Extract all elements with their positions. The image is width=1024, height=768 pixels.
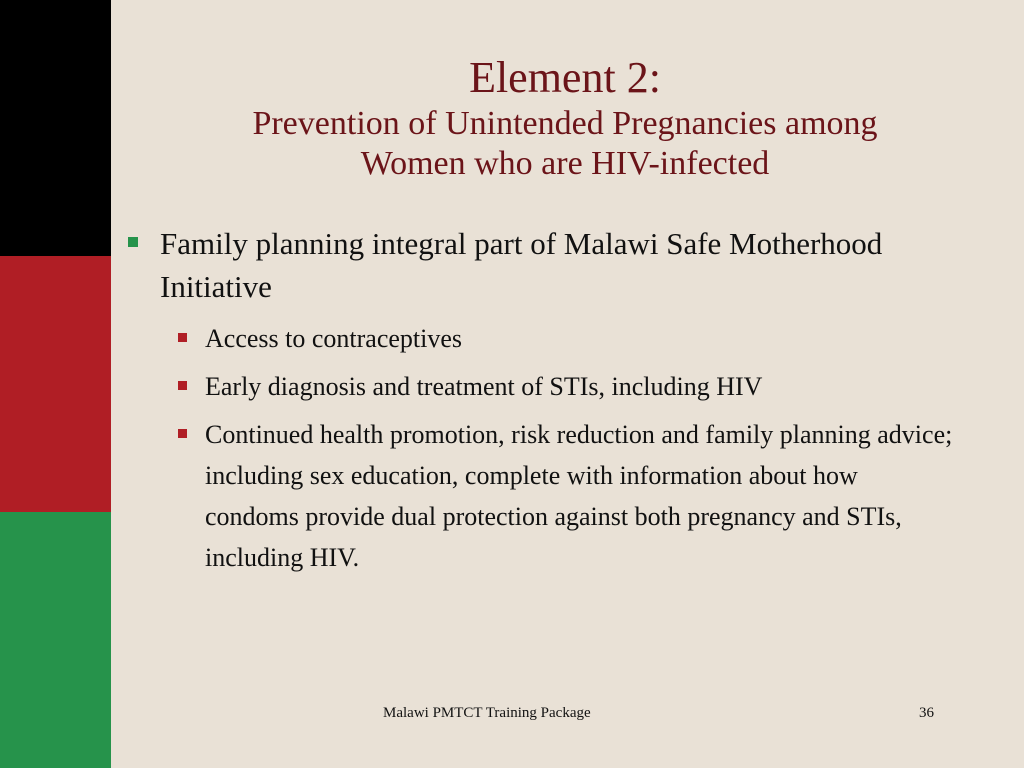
slide-body — [128, 222, 958, 585]
flag-stripe-black — [0, 0, 111, 256]
square-bullet-icon — [178, 429, 187, 438]
flag-stripe-red — [0, 256, 111, 512]
title-main: Element 2: — [469, 53, 661, 102]
bullet-text: Family planning integral part of Malawi Safe Motherhood Initiative — [160, 226, 883, 304]
square-bullet-icon — [178, 381, 187, 390]
slide-title — [150, 52, 980, 184]
sub-bullet-text: Access to contraceptives — [205, 324, 463, 353]
sub-bullet-list — [128, 318, 958, 578]
sub-bullet-text: Early diagnosis and treatment of STIs, including HIV — [205, 372, 763, 401]
square-bullet-icon — [178, 333, 187, 342]
sub-bullet-item — [128, 414, 958, 578]
bullet-item — [128, 222, 958, 308]
square-bullet-icon — [128, 237, 138, 247]
flag-stripe-green — [0, 512, 111, 768]
title-sub-line2: Women who are HIV-infected — [360, 145, 770, 182]
footer-title: Malawi PMTCT Training Package — [383, 705, 591, 721]
sub-bullet-item — [128, 318, 958, 359]
sub-bullet-item — [128, 366, 958, 407]
page-number: 36 — [919, 705, 934, 721]
title-sub-line1: Prevention of Unintended Pregnancies among — [252, 105, 878, 142]
sub-bullet-text: Continued health promotion, risk reduction and family planning advice; including sex education, complete with information about how condoms provide dual protection against both pregnancy and STIs, including HIV. — [205, 420, 953, 572]
